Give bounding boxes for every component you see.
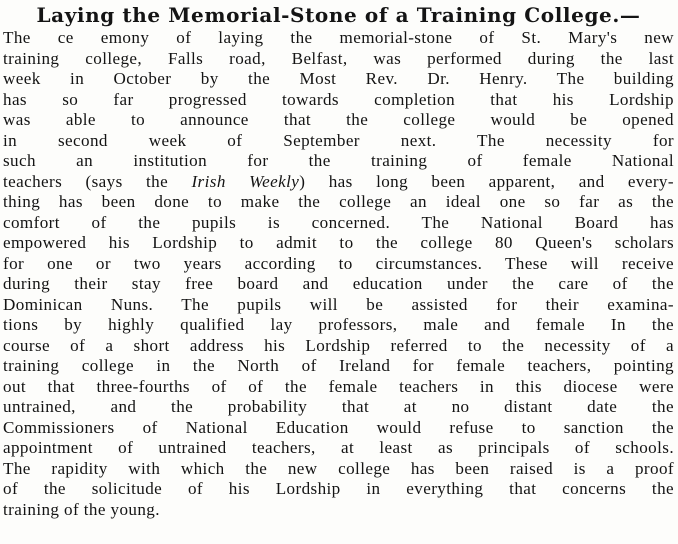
article-line-2: training college, Falls road, Belfast, was performed during the last bbox=[3, 48, 674, 68]
article-line-3: week in October by the Most Rev. Dr. Henry. The building bbox=[3, 69, 674, 88]
article-line-8-tail: ) has long been apparent, and every- bbox=[299, 171, 674, 191]
newspaper-title-irish-weekly: Irish Weekly bbox=[191, 171, 300, 191]
article-line-4: has so far progressed towards completion that his Lordship bbox=[3, 89, 674, 109]
article-line-18: out that three-fourths of of the female teachers in this diocese were bbox=[3, 376, 674, 396]
article-line-21: appointment of untrained teachers, at least as principals of schools. bbox=[3, 438, 674, 457]
article-line-6: in second week of September next. The necessity for bbox=[3, 130, 674, 150]
article-line-16: course of a short address his Lordship referred to the necessity of a bbox=[3, 335, 674, 355]
article-line-22: The rapidity with which the new college has been raised is a proof bbox=[3, 458, 674, 478]
article-line-8 bbox=[3, 172, 674, 193]
article-line-7: such an institution for the training of female National bbox=[3, 151, 674, 170]
article-line-15: tions by highly qualified lay professors, male and female In the bbox=[3, 315, 674, 334]
article-line-11: empowered his Lordship to admit to the college 80 Queen's scholars bbox=[3, 233, 674, 252]
article-line-19: untrained, and the probability that at no distant date the bbox=[3, 397, 674, 416]
article-line-10: comfort of the pupils is concerned. The National Board has bbox=[3, 212, 674, 232]
article-line-17: training college in the North of Ireland for female teachers, pointing bbox=[3, 356, 674, 375]
article-line-5: was able to announce that the college would be opened bbox=[3, 110, 674, 129]
article-line-14: Dominican Nuns. The pupils will be assisted for their examina- bbox=[3, 294, 674, 314]
article-line-20: Commissioners of National Education would refuse to sanction the bbox=[3, 417, 674, 437]
article-line-8-head: teachers (says the bbox=[3, 171, 192, 191]
article-headline: Laying the Memorial-Stone of a Training College.— bbox=[36, 3, 641, 27]
article-line-23: of the solicitude of his Lordship in everything that concerns the bbox=[3, 479, 674, 498]
article-line-13: during their stay free board and education under the care of the bbox=[3, 274, 674, 293]
article-line-12: for one or two years according to circumstances. These will receive bbox=[3, 253, 674, 273]
article-body bbox=[3, 28, 674, 520]
article-line-9: thing has been done to make the college an ideal one so far as the bbox=[3, 192, 674, 211]
article-line-1: The ce emony of laying the memorial-stone of St. Mary's new bbox=[3, 28, 674, 47]
article-line-24: training of the young. bbox=[3, 499, 160, 519]
